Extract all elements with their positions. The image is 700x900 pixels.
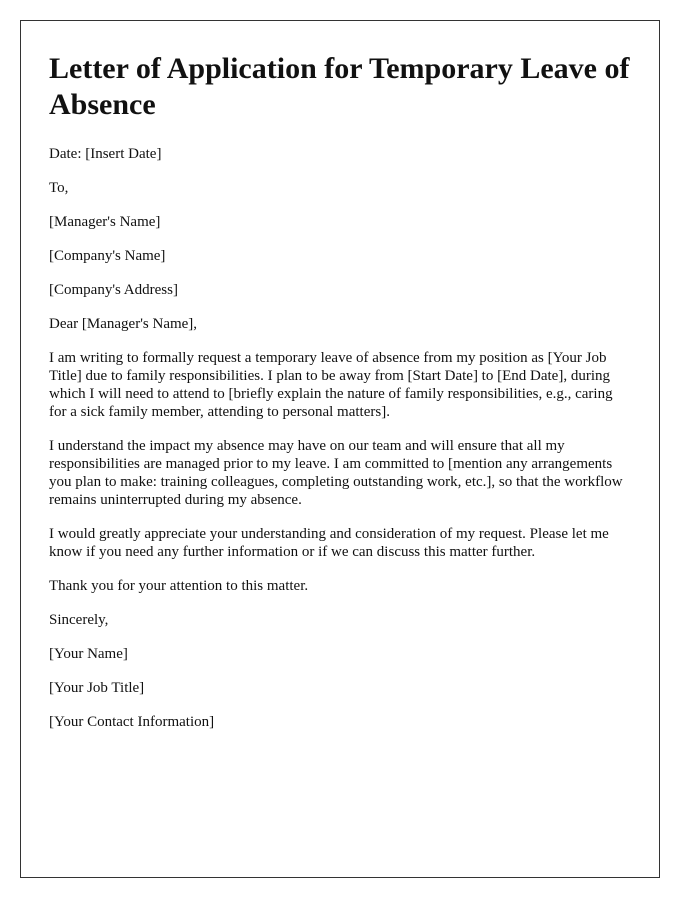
signature-title: [Your Job Title]: [49, 680, 145, 696]
letter-page: [20, 20, 660, 878]
thank-you-line: Thank you for your attention to this matter.: [49, 578, 309, 594]
letter-content: [21, 21, 659, 731]
to-line: To,: [49, 180, 69, 196]
manager-name: [Manager's Name]: [49, 214, 161, 230]
company-address: [Company's Address]: [49, 282, 178, 298]
date-line: Date: [Insert Date]: [49, 146, 162, 162]
company-name: [Company's Name]: [49, 248, 166, 264]
body-paragraph: I understand the impact my absence may have on our team and will ensure that all my responsibilities are managed prior to my leave. I am committed to [mention any arrangements you plan to make: training colleagues, completing outstanding work, etc.], so that the workflow remains uninterrupted during my absence.: [49, 438, 623, 508]
body-paragraph: I am writing to formally request a temporary leave of absence from my position as [Your Job Title] due to family responsibilities. I plan to be away from [Start Date] to [End Date], during which I will need to attend to [briefly explain the nature of family responsibilities, e.g., caring for a sick family member, attending to personal matters].: [49, 350, 613, 420]
signature-name: [Your Name]: [49, 646, 128, 662]
closing: Sincerely,: [49, 612, 109, 628]
salutation: Dear [Manager's Name],: [49, 316, 198, 332]
signature-contact: [Your Contact Information]: [49, 714, 215, 730]
letter-title: Letter of Application for Temporary Leave of Absence: [49, 52, 630, 121]
body-paragraph: I would greatly appreciate your understanding and consideration of my request. Please let me know if you need any further information or if we can discuss this matter further.: [49, 526, 609, 560]
